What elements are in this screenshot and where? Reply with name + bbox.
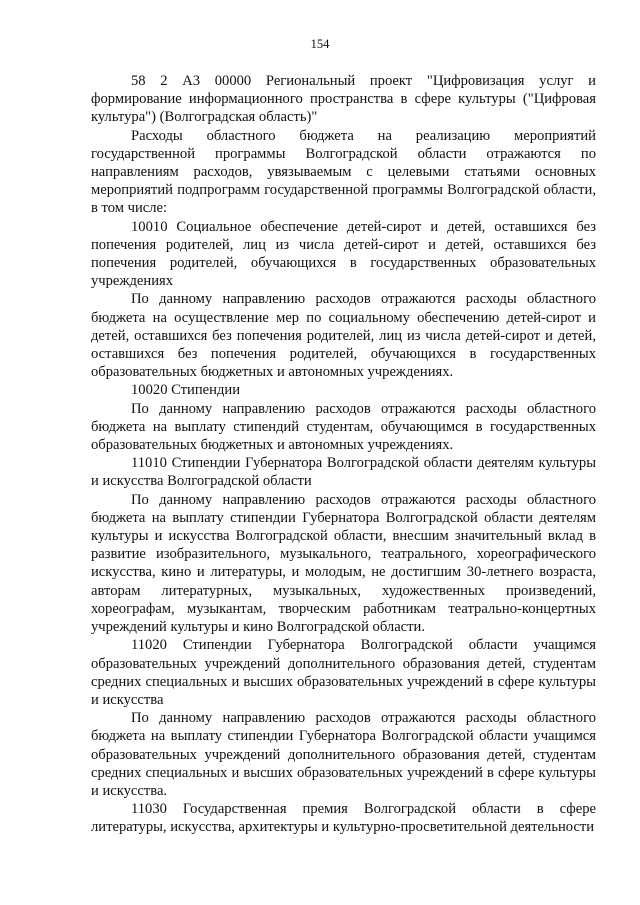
paragraph: 11030 Государственная премия Волгоградской области в сфере литературы, искусства, архитектуры и культурно-просветительной деятельности <box>91 801 596 836</box>
paragraph: 10020 Стипендии <box>131 382 241 399</box>
paragraph: По данному направлению расходов отражаются расходы областного бюджета на выплату стипендий студентам, обучающимся в государственных образовательных бюджетных и автономных учреждениях. <box>91 400 596 454</box>
paragraph: 11020 Стипендии Губернатора Волгоградской области учащимся образовательных учреждений дополнительного образования детей, студентам средних специальных и высших образовательных учреждений в сфере культуры и искусства <box>91 637 596 708</box>
paragraph: 58 2 А3 00000 Региональный проект "Цифровизация услуг и формирование информационного пространства в сфере культуры ("Цифровая культура") (Волгоградская область)" <box>91 73 596 126</box>
paragraph: 11010 Стипендии Губернатора Волгоградской области деятелям культуры и искусства Волгоградской области <box>91 455 596 490</box>
paragraph: Расходы областного бюджета на реализацию мероприятий государственной программы Волгоградской области отражаются по направлениям расходов, увязываемым с целевыми статьями основных мероприятий подпрограмм государственной программы Волгоградской области, в том числе: <box>91 127 596 217</box>
paragraph: 10010 Социальное обеспечение детей-сирот и детей, оставшихся без попечения родителей, лиц из числа детей-сирот и детей, оставшихся без попечения родителей, обучающихся в государственных образовательных учреждениях <box>91 218 596 290</box>
page-body <box>91 72 596 837</box>
page-number: 154 <box>310 37 330 51</box>
paragraph: По данному направлению расходов отражаются расходы областного бюджета на выплату стипендии Губернатора Волгоградской области учащимся образовательных учреждений дополнительного образования детей, студентам средних специальных и высших образовательных учреждений в сфере культуры и искусства. <box>91 710 596 799</box>
paragraph: По данному направлению расходов отражаются расходы областного бюджета на осуществление мер по социальному обеспечению детей-сирот и детей, оставшихся без попечения родителей, лиц из числа детей-сирот и детей, оставшихся без попечения родителей, обучающихся в государственных образовательных бюджетных и автономных учреждениях. <box>91 291 596 381</box>
paragraph: По данному направлению расходов отражаются расходы областного бюджета на выплату стипендии Губернатора Волгоградской области деятелям культуры и искусства Волгоградской области, внесшим значительный вклад в развитие изобразительного, музыкального, театрального, хореографического искусства, кино и литературы, и молодым, не достигшим 30-летнего возраста, авторам литературных, музыкальных, художественных произведений, хореографам, музыкантам, творческим работникам театрально-концертных учреждений культуры и кино Волгоградской области. <box>91 491 596 636</box>
